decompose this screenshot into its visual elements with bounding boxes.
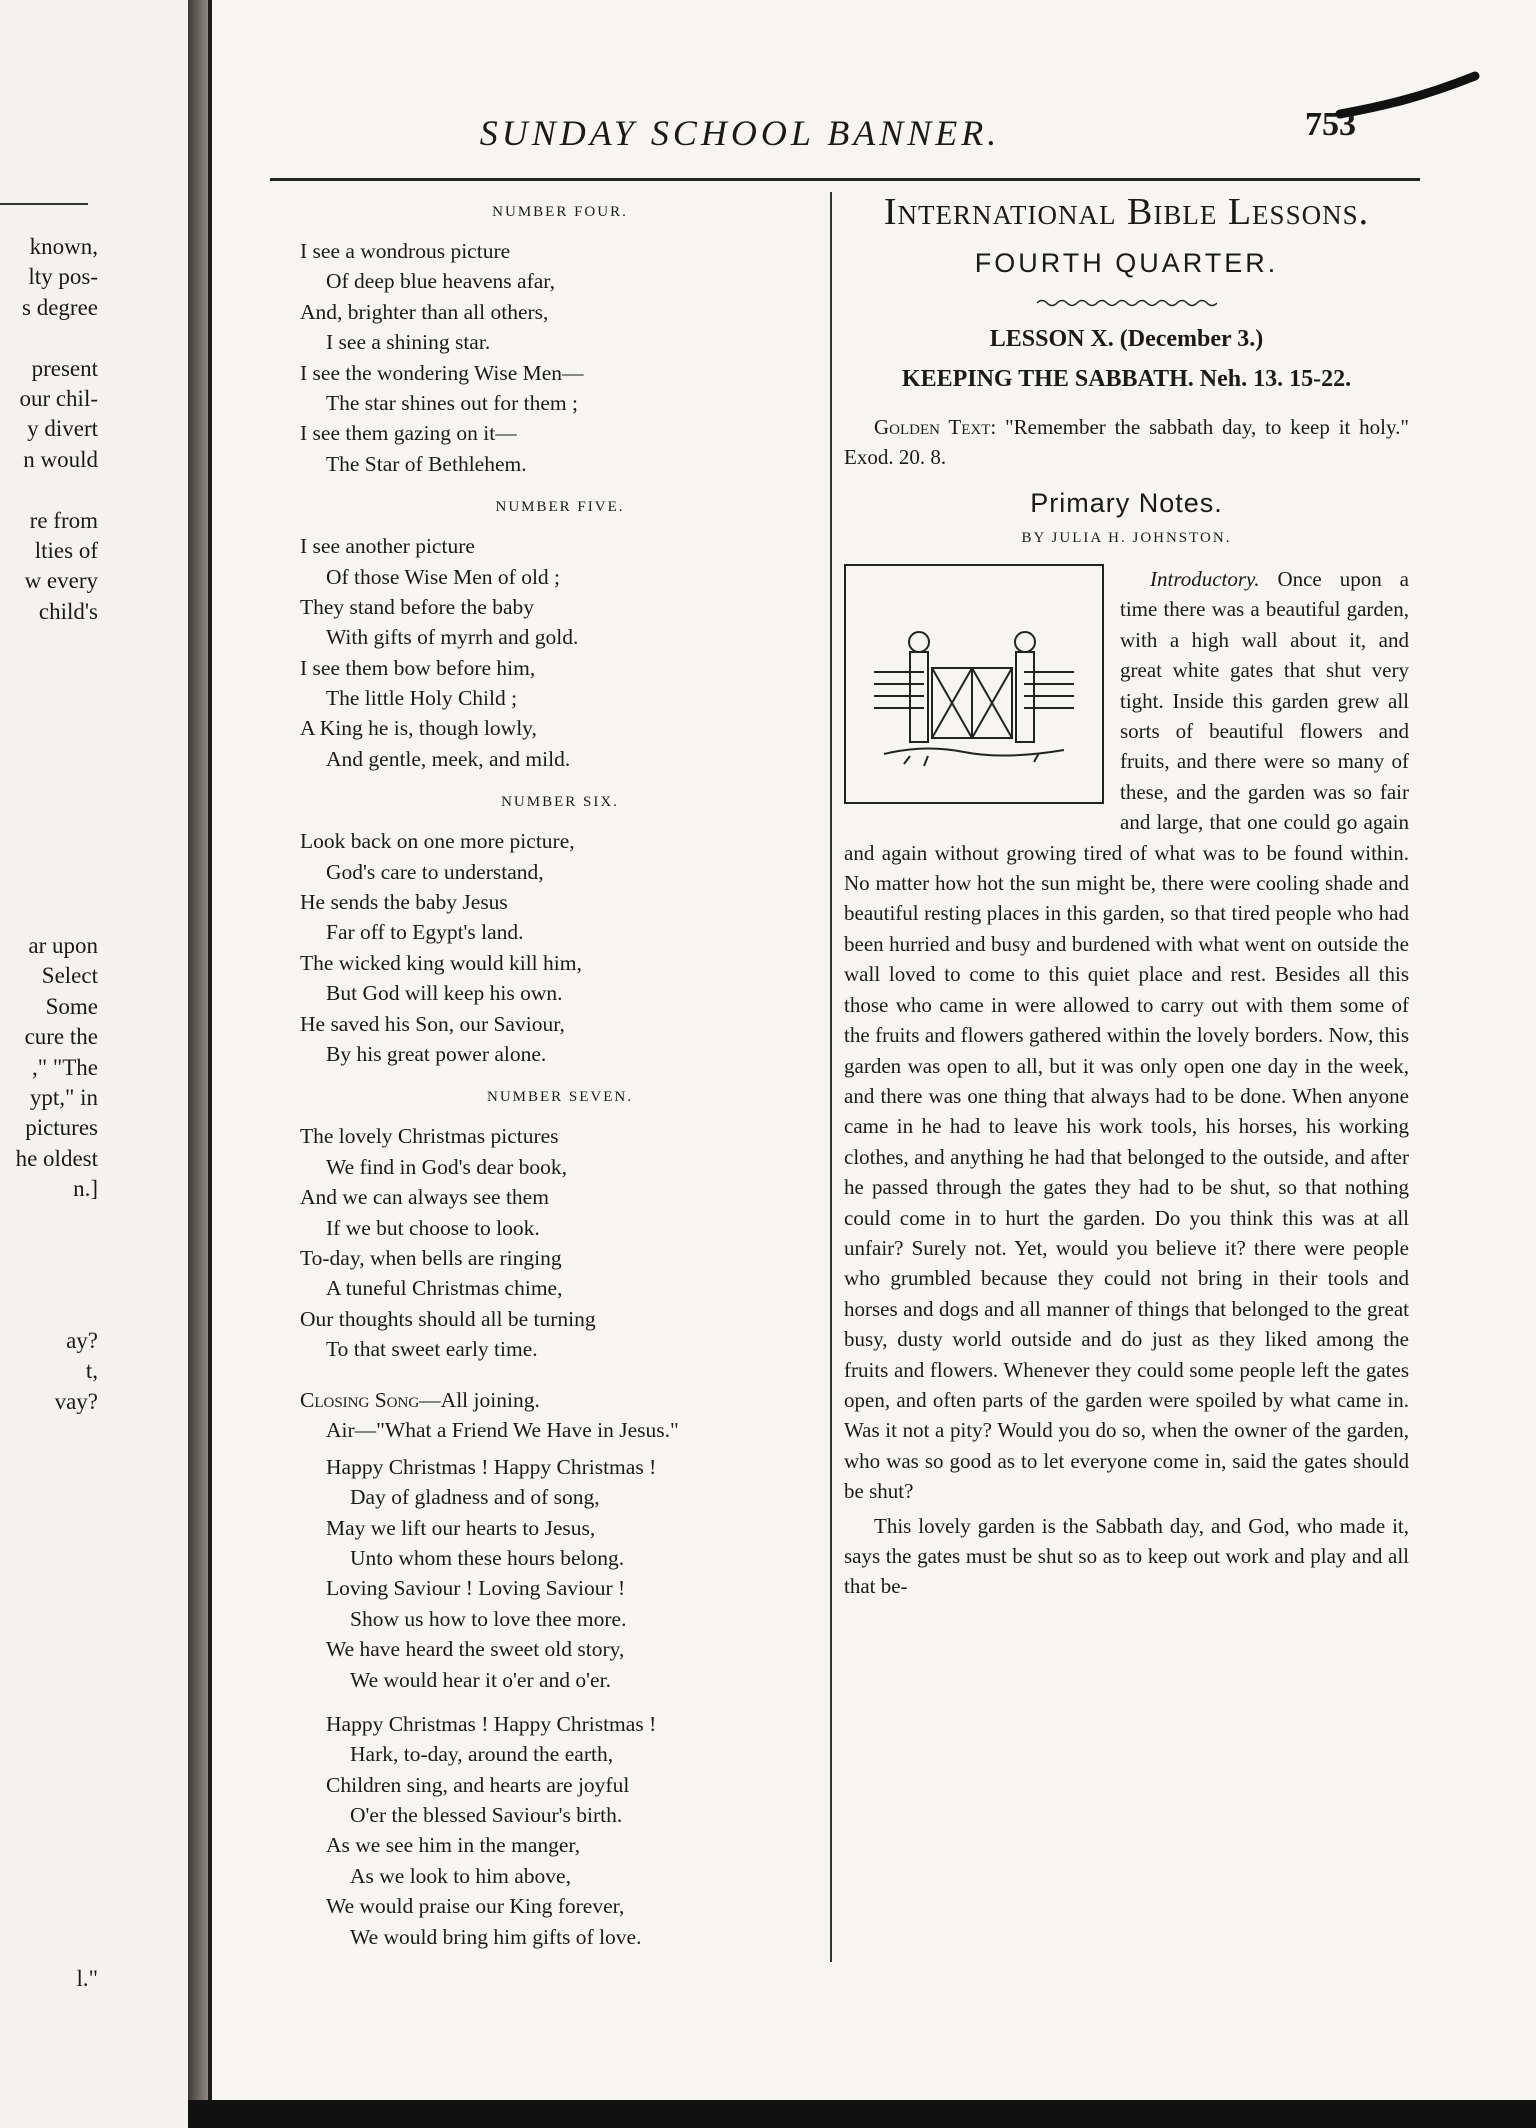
- introductory-label: Introductory.: [1150, 567, 1260, 591]
- left-page-line: [0, 1630, 98, 1660]
- left-page-line: w every: [24, 568, 98, 594]
- song-line: As we look to him above,: [350, 1863, 571, 1888]
- left-page-line: [0, 1721, 98, 1751]
- left-page-line: [0, 1205, 98, 1235]
- left-page-line: [0, 627, 98, 657]
- running-head: SUNDAY SCHOOL BANNER.: [479, 113, 1001, 153]
- left-page-line: Some: [45, 993, 98, 1019]
- left-page-line: [0, 1569, 98, 1599]
- poem-line: Of deep blue heavens afar,: [326, 269, 555, 294]
- golden-text-body: : "Remember the sabbath day, to keep it holy." Exod. 20. 8.: [844, 415, 1409, 469]
- poem-line: The lovely Christmas pictures: [300, 1124, 559, 1149]
- section-heading: NUMBER FOUR.: [492, 204, 628, 220]
- poem-line: With gifts of myrrh and gold.: [326, 625, 579, 650]
- header-rule: [270, 178, 1420, 181]
- song-line: Loving Saviour ! Loving Saviour !: [326, 1576, 626, 1601]
- left-page-line: ar upon: [28, 932, 98, 958]
- poem-line: Far off to Egypt's land.: [326, 920, 524, 945]
- closing-song-heading: Closing Song—All joining.: [300, 1388, 540, 1412]
- poem-line: And we can always see them: [300, 1185, 549, 1210]
- golden-text-label: Golden Text: [874, 415, 991, 439]
- left-page-line: [0, 1448, 98, 1478]
- closing-song-stanzas: [300, 1446, 820, 1952]
- poem-line: I see another picture: [300, 534, 475, 559]
- left-page-line: ypt," in: [29, 1084, 98, 1110]
- song-line: Unto whom these hours belong.: [350, 1545, 625, 1570]
- left-page-line: [0, 1934, 98, 1964]
- left-page-line: vay?: [54, 1388, 98, 1414]
- left-page-line: [0, 1508, 98, 1538]
- poem-line: The Star of Bethlehem.: [326, 451, 527, 476]
- song-line: We have heard the sweet old story,: [326, 1637, 625, 1662]
- left-page-line: lty pos-: [28, 264, 98, 290]
- left-page-line: ay?: [66, 1328, 98, 1354]
- left-page-line: [0, 1600, 98, 1630]
- left-page-line: [0, 1417, 98, 1447]
- song-line: May we lift our hearts to Jesus,: [326, 1515, 596, 1540]
- lesson-body: [844, 564, 1409, 1602]
- left-page-line: [0, 718, 98, 748]
- left-page-line: [0, 657, 98, 687]
- left-page-line: re from: [29, 507, 98, 533]
- song-line: Happy Christmas ! Happy Christmas !: [326, 1454, 657, 1479]
- left-page-line: [0, 1752, 98, 1782]
- lesson-paragraph-2: This lovely garden is the Sabbath day, and God, who made it, says the gates must be shut so as to keep out work and play and all that be-: [844, 1513, 1409, 1599]
- left-page-line: [0, 1265, 98, 1295]
- section-heading: NUMBER FIVE.: [495, 499, 625, 516]
- poem-column: [300, 202, 820, 1383]
- song-line: As we see him in the manger,: [326, 1833, 581, 1858]
- left-page-line: t,: [85, 1358, 98, 1384]
- left-page-line: n.]: [73, 1176, 98, 1202]
- left-page-line: [0, 1478, 98, 1508]
- poem-line: By his great power alone.: [326, 1041, 547, 1066]
- song-line: Happy Christmas ! Happy Christmas !: [326, 1711, 657, 1736]
- song-line: We would bring him gifts of love.: [350, 1924, 642, 1949]
- left-page-line: l.": [76, 1966, 98, 1992]
- left-page-line: [0, 1873, 98, 1903]
- left-page-line: ," "The: [31, 1054, 98, 1080]
- golden-text: [844, 412, 1409, 472]
- poem-line: To that sweet early time.: [326, 1337, 538, 1362]
- poem-line: I see a shining star.: [326, 330, 491, 355]
- poem-line: The star shines out for them ;: [326, 390, 578, 415]
- garden-gate-illustration: [844, 564, 1104, 804]
- poem-line: I see the wondering Wise Men—: [300, 360, 584, 385]
- lesson-title: KEEPING THE SABBATH. Neh. 13. 15-22.: [901, 366, 1352, 392]
- left-page-line: [0, 475, 98, 505]
- poem-line: We find in God's dear book,: [326, 1154, 567, 1179]
- lesson-number: LESSON X. (December 3.): [989, 326, 1264, 352]
- paragraph-1-text: Once upon a time there was a beautiful garden, with a high wall about it, and great white gates that shut very tight. Inside this garden grew all sorts of beautiful flowers and fruits, and there were so many of these, and the garden was so fair and large, that one could go again and again without growing tired of what was to be found within. No matter how hot the sun might be, there were cooling shade and beautiful resting places in this garden, so that tired people who had been hurried and busy and burdened with what went on outside the wall loved to come to this quiet place and rest. Besides all this those who came in were allowed to carry out with them some of the fruits and flowers gathered within the lovely borders. Now, this garden was open to all, but it was only open one day in the week, and there was one thing that always had to be done. When anyone came in he had to leave his work tools, his horses, his working clothes, and anything he had that belonged to the outside, and after he passed through the gates they had to be shut, so that nothing could come in to hurt the garden. Do you think this was at all unfair? Surely not. Yet, would you believe it? there were people who grumbled because they could not bring in their tools and horses and dogs and all manner of things that belonged to the great busy, dusty world outside and do just as they liked among the fruits and flowers. Whenever they could some people left the gates open, and often parts of the garden were spoiled by what came in. Was it not a pity? Would you do so, when the owner of the garden, who was so good as to let everyone come in, said the gates should be shut?: [844, 567, 1409, 1504]
- poem-line: God's care to understand,: [326, 859, 544, 884]
- poem-line: I see them gazing on it—: [300, 421, 517, 446]
- left-page-line: present: [31, 355, 98, 381]
- left-page-line: [0, 809, 98, 839]
- poem-line: Our thoughts should all be turning: [300, 1306, 596, 1331]
- poem-line: The wicked king would kill him,: [300, 950, 582, 975]
- left-page-line: [0, 1843, 98, 1873]
- left-page-line: [0, 323, 98, 353]
- left-page-line: [0, 1296, 98, 1326]
- left-page-rule: [0, 203, 88, 205]
- left-page-line: lties of: [34, 537, 98, 563]
- song-line: We would praise our King forever,: [326, 1894, 625, 1919]
- poem-line: A King he is, though lowly,: [300, 716, 537, 741]
- page-number: 753: [1305, 106, 1356, 143]
- left-page-text: [0, 232, 98, 1995]
- lesson-column: [844, 190, 1409, 1602]
- left-page-line: [0, 1782, 98, 1812]
- song-line: We would hear it o'er and o'er.: [350, 1667, 611, 1692]
- page-bottom-edge: [188, 2100, 1536, 2128]
- poem-line: He saved his Son, our Saviour,: [300, 1011, 565, 1036]
- left-page-line: [0, 688, 98, 718]
- left-page-line: [0, 1903, 98, 1933]
- left-page-line: s degree: [22, 294, 98, 320]
- left-page-line: [0, 901, 98, 931]
- poem-line: And, brighter than all others,: [300, 299, 549, 324]
- wave-divider: [1037, 298, 1217, 308]
- poem-line: But God will keep his own.: [326, 981, 563, 1006]
- song-line: Day of gladness and of song,: [350, 1485, 600, 1510]
- garden-gate-icon: [864, 584, 1084, 784]
- poem-line: Look back on one more picture,: [300, 829, 575, 854]
- left-page-line: pictures: [25, 1115, 98, 1141]
- song-line: Children sing, and hearts are joyful: [326, 1772, 630, 1797]
- section-heading: NUMBER SEVEN.: [486, 1089, 633, 1106]
- left-page-line: cure the: [24, 1024, 98, 1050]
- left-page-line: known,: [29, 234, 98, 259]
- left-page-line: [0, 840, 98, 870]
- column-rule: [830, 192, 832, 1962]
- song-line: Hark, to-day, around the earth,: [350, 1742, 614, 1767]
- left-page-line: child's: [38, 598, 98, 624]
- left-page-line: [0, 1235, 98, 1265]
- poem-line: To-day, when bells are ringing: [300, 1245, 562, 1270]
- left-page-line: [0, 779, 98, 809]
- poem-line: Of those Wise Men of old ;: [326, 564, 561, 589]
- lessons-title: International Bible Lessons.: [883, 191, 1370, 233]
- left-page-line: [0, 1812, 98, 1842]
- poem-line: If we but choose to look.: [326, 1215, 540, 1240]
- song-line: Show us how to love thee more.: [350, 1606, 627, 1631]
- left-page-line: n would: [23, 446, 98, 472]
- poem-line: He sends the baby Jesus: [300, 890, 508, 915]
- left-page-line: our chil-: [19, 385, 98, 411]
- poem-line: And gentle, meek, and mild.: [326, 746, 571, 771]
- left-page-line: [0, 1691, 98, 1721]
- left-page-line: [0, 1539, 98, 1569]
- song-line: O'er the blessed Saviour's birth.: [350, 1803, 623, 1828]
- pen-stroke-mark: [1335, 66, 1485, 136]
- closing-song-air: Air—"What a Friend We Have in Jesus.": [326, 1418, 679, 1443]
- left-page-line: he oldest: [15, 1145, 98, 1171]
- closing-song: [300, 1385, 820, 1952]
- left-page-line: [0, 870, 98, 900]
- left-page-line: [0, 749, 98, 779]
- author-byline: BY JULIA H. JOHNSTON.: [1021, 530, 1232, 546]
- binding-gutter: [188, 0, 208, 2128]
- section-heading: NUMBER SIX.: [501, 794, 619, 811]
- poem-line: I see them bow before him,: [300, 655, 536, 680]
- left-page-line: [0, 1660, 98, 1690]
- poem-line: I see a wondrous picture: [300, 239, 511, 263]
- left-page-line: Select: [41, 963, 98, 989]
- poem-line: The little Holy Child ;: [326, 686, 518, 711]
- previous-page: [0, 0, 190, 2128]
- primary-notes-heading: Primary Notes.: [1030, 488, 1223, 518]
- poem-line: A tuneful Christmas chime,: [326, 1276, 563, 1301]
- quarter-heading: FOURTH QUARTER.: [974, 248, 1279, 278]
- poem-line: They stand before the baby: [300, 594, 535, 619]
- left-page-line: y divert: [27, 416, 98, 442]
